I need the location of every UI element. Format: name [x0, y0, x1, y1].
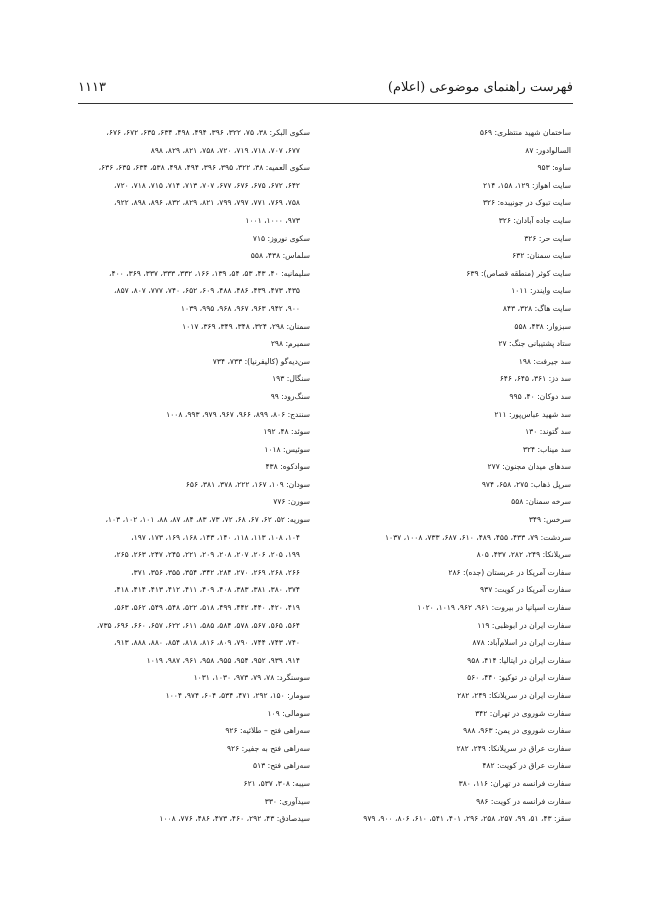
index-entry: سفارت ایران در توکیو: ۴۴۰، ۵۶۰ [467, 673, 571, 683]
index-entry: سدهای میدان مجنون: ۲۷۷ [487, 462, 571, 472]
index-entry-continuation: ۳۷۴، ۳۸۰، ۳۸۱، ۳۸۳، ۴۰۸، ۴۰۹، ۴۱۱، ۴۱۲، ۴۱۳، ۴۱۴، ۴۱۸، [114, 585, 300, 595]
index-entry: سنندج: ۸۰۶، ۸۹۹، ۹۶۶، ۹۶۷، ۹۷۹، ۹۹۳، ۱۰۰۸ [166, 409, 310, 419]
index-entry: سه‌راهی فتح – طلائیه: ۹۲۶ [225, 726, 310, 736]
index-entry: سیبه: ۳۰۸، ۵۳۷، ۶۲۱ [243, 778, 310, 788]
index-entry: سلماس: ۴۳۸، ۵۵۸ [250, 251, 310, 261]
index-entry-continuation: ۷۵۸، ۷۶۹، ۷۷۱، ۷۹۷، ۷۹۹، ۸۲۱، ۸۲۹، ۸۳۲، ۸۹۶، ۸۹۸، ۹۲۲، [114, 198, 300, 208]
index-entry: سایت وایندر: ۱۰۱۱ [511, 286, 571, 296]
index-entry: سمنان: ۲۹۸، ۳۲۴، ۳۴۸، ۳۴۹، ۳۶۹، ۱۰۱۷ [182, 321, 310, 331]
index-entry: سوسنگرد: ۷۸، ۷۹، ۹۷۳، ۱۰۳۰، ۱۰۳۱ [193, 673, 310, 683]
index-entry-continuation: ۴۱۹، ۴۲۰، ۴۴۰، ۴۴۲، ۴۹۹، ۵۱۸، ۵۲۲، ۵۴۸، ۵۴۹، ۵۶۲، ۵۶۳، [114, 603, 300, 613]
page-number: ۱۱۱۳ [78, 80, 106, 95]
index-entry: سد دوکان: ۴۰، ۹۹۵ [509, 391, 571, 401]
header-divider [78, 103, 573, 104]
index-entry: سفارت ایران در اسلام‌آباد: ۸۷۸ [472, 638, 571, 648]
index-column-right [331, 124, 571, 828]
index-entry-continuation: ۵۶۴، ۵۶۵، ۵۶۷، ۵۷۸، ۵۸۴، ۵۸۵، ۶۱۱، ۶۲۲، ۶۵۷، ۶۶۰، ۶۹۶، ۷۳۵، [96, 620, 300, 630]
index-entry: سفارت فرانسه در کویت: ۹۸۶ [476, 796, 571, 806]
index-entry: سایت سمنان: ۶۳۲ [512, 251, 571, 261]
index-entry: سوئد: ۴۸، ۱۹۲ [263, 427, 310, 437]
index-entry: سومالی: ۱۰۹ [267, 708, 310, 718]
index-entry: سفارت ایران در سریلانکا: ۲۴۹، ۲۸۲ [457, 691, 571, 700]
index-entry: سد جیرفت: ۱۹۸ [518, 356, 571, 366]
index-entry: سایت کوثر (منطقه قصاص): ۶۳۹ [466, 268, 571, 278]
index-entry: سفارت شوروی در یمن: ۹۶۳، ۹۸۸ [463, 726, 571, 736]
index-entry: سوادکوه: ۴۳۸ [265, 462, 310, 472]
index-entry-continuation: ۶۷۷، ۷۰۷، ۷۱۸، ۷۱۹، ۷۲۰، ۷۵۸، ۸۲۱، ۸۲۹، ۸۹۸ [150, 145, 300, 155]
index-entry: سقز: ۴۳، ۵۱، ۹۹، ۲۵۷، ۲۵۸، ۲۹۶، ۴۰۱، ۵۴۱، ۶۱۰، ۸۰۶، ۹۰۰، ۹۷۹ [363, 814, 571, 824]
index-entry: سد شهید عباس‌پور: ۲۱۱ [494, 409, 571, 419]
index-entry: سمیرم: ۲۹۸ [270, 339, 310, 349]
index-entry: سد گتوند: ۱۳۰ [525, 427, 571, 437]
index-entry: سکوی العمیه: ۳۸، ۳۲۲، ۳۹۵، ۳۹۶، ۴۹۴، ۴۹۸، ۵۳۸، ۶۳۴، ۶۳۵، ۶۳۶، [98, 163, 310, 173]
index-entry: سفارت ایران در ابوظبی: ۱۱۹ [477, 620, 571, 630]
index-entry: ساوه: ۹۵۳ [537, 163, 571, 173]
index-entry: سیدصادق: ۴۳، ۲۹۲، ۴۶۰، ۴۷۳، ۴۸۶، ۷۷۶، ۱۰۰۸ [159, 814, 310, 824]
index-entry: سه‌راهی فتح: ۵۱۳ [252, 761, 310, 771]
index-entry-continuation: ۲۶۶، ۲۶۸، ۲۶۹، ۲۷۰، ۲۸۴، ۳۴۲، ۳۵۴، ۳۵۵، ۳۵۶، ۳۷۱، [131, 567, 300, 577]
index-entry: سد دز: ۳۶۱، ۶۴۵، ۶۴۶ [499, 374, 571, 384]
index-entry: سریلانکا: ۲۴۹، ۲۸۲، ۴۳۷، ۸۰۵ [476, 550, 571, 560]
index-entry: سایت حر: ۳۲۶ [524, 233, 571, 243]
index-entry-continuation: ۱۹۹، ۲۰۵، ۲۰۶، ۲۰۷، ۲۰۸، ۲۰۹، ۲۲۱، ۲۴۵، ۲۴۷، ۲۶۳، ۲۶۵، [114, 550, 300, 560]
index-entry-continuation: ۹۰۰، ۹۴۲، ۹۶۳، ۹۶۷، ۹۶۸، ۹۹۵، ۱۰۳۹ [180, 303, 300, 313]
index-entry-continuation: ۱۰۴، ۱۰۸، ۱۱۳، ۱۱۸، ۱۴۰، ۱۴۳، ۱۶۸، ۱۶۹، ۱۷۳، ۱۹۷، [131, 532, 300, 542]
index-entry: سرخه سمنان: ۵۵۸ [511, 497, 571, 507]
index-entry: سن‌دیه‌گو (کالیفرنیا): ۷۳۳، ۷۳۴ [212, 356, 310, 366]
index-entry: سوریه: ۵۲، ۶۲، ۶۷، ۶۸، ۷۲، ۷۳، ۸۳، ۸۴، ۸۷، ۸۸، ۱۰۱، ۱۰۲، ۱۰۳، [105, 515, 310, 525]
index-entry: سرخس: ۳۴۹ [528, 515, 571, 525]
index-column-left [75, 124, 310, 828]
page-title: فهرست راهنمای موضوعی (اعلام) [387, 80, 573, 95]
index-entry: سفارت فرانسه در تهران: ۱۱۶، ۳۸۰ [458, 778, 571, 788]
index-entry: سومار: ۱۵۰، ۲۹۲، ۴۷۱، ۵۳۴، ۶۰۴، ۹۷۴، ۱۰۰۴ [165, 691, 310, 700]
index-entry-continuation: ۴۳۵، ۴۷۳، ۴۳۹، ۴۸۶، ۴۸۸، ۶۰۹، ۶۵۲، ۷۴۰، ۷۷۷، ۸۰۷، ۸۵۷، [114, 286, 300, 296]
index-entry: سکوی البکر: ۳۸، ۷۵، ۳۲۲، ۳۹۶، ۴۹۴، ۴۹۸، ۶۳۴، ۶۳۵، ۶۷۲، ۶۷۶، [106, 128, 310, 137]
index-entry: سودان: ۱۰۹، ۱۶۷، ۲۲۲، ۳۷۸، ۳۸۱، ۶۵۶ [185, 479, 310, 489]
index-entry: سفارت اسپانیا در بیروت: ۹۶۱، ۹۶۲، ۱۰۱۹، ۱۰۲۰ [417, 603, 571, 613]
index-entry-continuation: ۹۱۴، ۹۳۹، ۹۵۲، ۹۵۴، ۹۵۵، ۹۵۸، ۹۶۱، ۹۸۷، ۱۰۱۹ [146, 655, 300, 665]
index-entry: سنگ‌رود: ۹۹ [270, 391, 310, 401]
index-entry: سبزوار: ۴۳۸، ۵۵۸ [514, 321, 571, 331]
index-entry: سفارت عراق در کویت: ۴۸۲ [482, 761, 571, 771]
index-entry: سه‌راهی فتح به جفیر: ۹۲۶ [226, 743, 310, 753]
index-entry-continuation: ۶۴۲، ۶۷۲، ۶۷۵، ۶۷۶، ۶۷۷، ۷۰۷، ۷۱۳، ۷۱۴، ۷۱۵، ۷۱۸، ۷۲۰، [114, 180, 300, 190]
index-entry: ساختمان شهید منتظری: ۵۶۹ [479, 128, 571, 137]
index-entry: سلیمانیه: ۴۰، ۴۳، ۵۳، ۵۴، ۱۳۹، ۱۶۶، ۳۳۲، ۳۳۳، ۳۳۷، ۳۶۹، ۴۰۰، [109, 268, 310, 278]
index-entry: ستاد پشتیبانی جنگ: ۲۷ [498, 339, 571, 349]
index-entry: سوئیس: ۱۰۱۸ [264, 444, 310, 454]
page-header [78, 80, 573, 100]
index-entry: سایت هاگ: ۳۲۸، ۸۴۳ [502, 303, 571, 313]
index-entry: سفارت آمریکا در عربستان (جده): ۲۸۶ [448, 567, 571, 577]
index-entry: السالوادور: ۸۷ [525, 145, 571, 155]
index-entry-continuation: ۹۷۳، ۱۰۰۰، ۱۰۰۱ [245, 215, 300, 225]
index-entry: سفارت ایران در ایتالیا: ۴۱۴، ۹۵۸ [467, 655, 571, 665]
index-entry: سنگال: ۱۹۳ [272, 374, 310, 384]
index-entry: سردشت: ۷۹، ۴۳۳، ۴۵۵، ۴۸۹، ۶۱۰، ۶۸۷، ۷۳۳، ۱۰۰۸، ۱۰۳۷ [384, 532, 571, 542]
index-entry: سیدآوری: ۳۳۰ [264, 796, 310, 806]
index-entry: سایت جاده آبادان: ۳۲۶ [498, 215, 571, 225]
index-entry: سفارت شوروی در تهران: ۳۴۲ [475, 708, 571, 718]
index-entry: سد میناب: ۳۲۴ [522, 444, 571, 454]
index-entry: سورن: ۷۷۶ [273, 497, 310, 507]
index-entry-continuation: ۷۴۰، ۷۴۳، ۷۴۴، ۷۹۰، ۸۰۹، ۸۱۶، ۸۱۸، ۸۵۴، ۸۸۰، ۸۸۸، ۹۱۳، [114, 638, 300, 648]
index-entry: سکوی نوروز: ۷۱۵ [252, 233, 310, 243]
index-entry: سایت تبوک در جونیبده: ۳۲۶ [482, 198, 571, 208]
index-entry: سفارت آمریکا در کویت: ۹۳۷ [480, 585, 571, 595]
index-entry: سرپل ذهاب: ۲۷۵، ۶۵۸، ۹۷۴ [481, 479, 571, 489]
index-entry: سایت اهواز: ۱۲۹، ۱۵۸، ۲۱۴ [483, 180, 571, 190]
index-entry: سفارت عراق در سریلانکا: ۲۴۹، ۲۸۲ [456, 743, 571, 753]
